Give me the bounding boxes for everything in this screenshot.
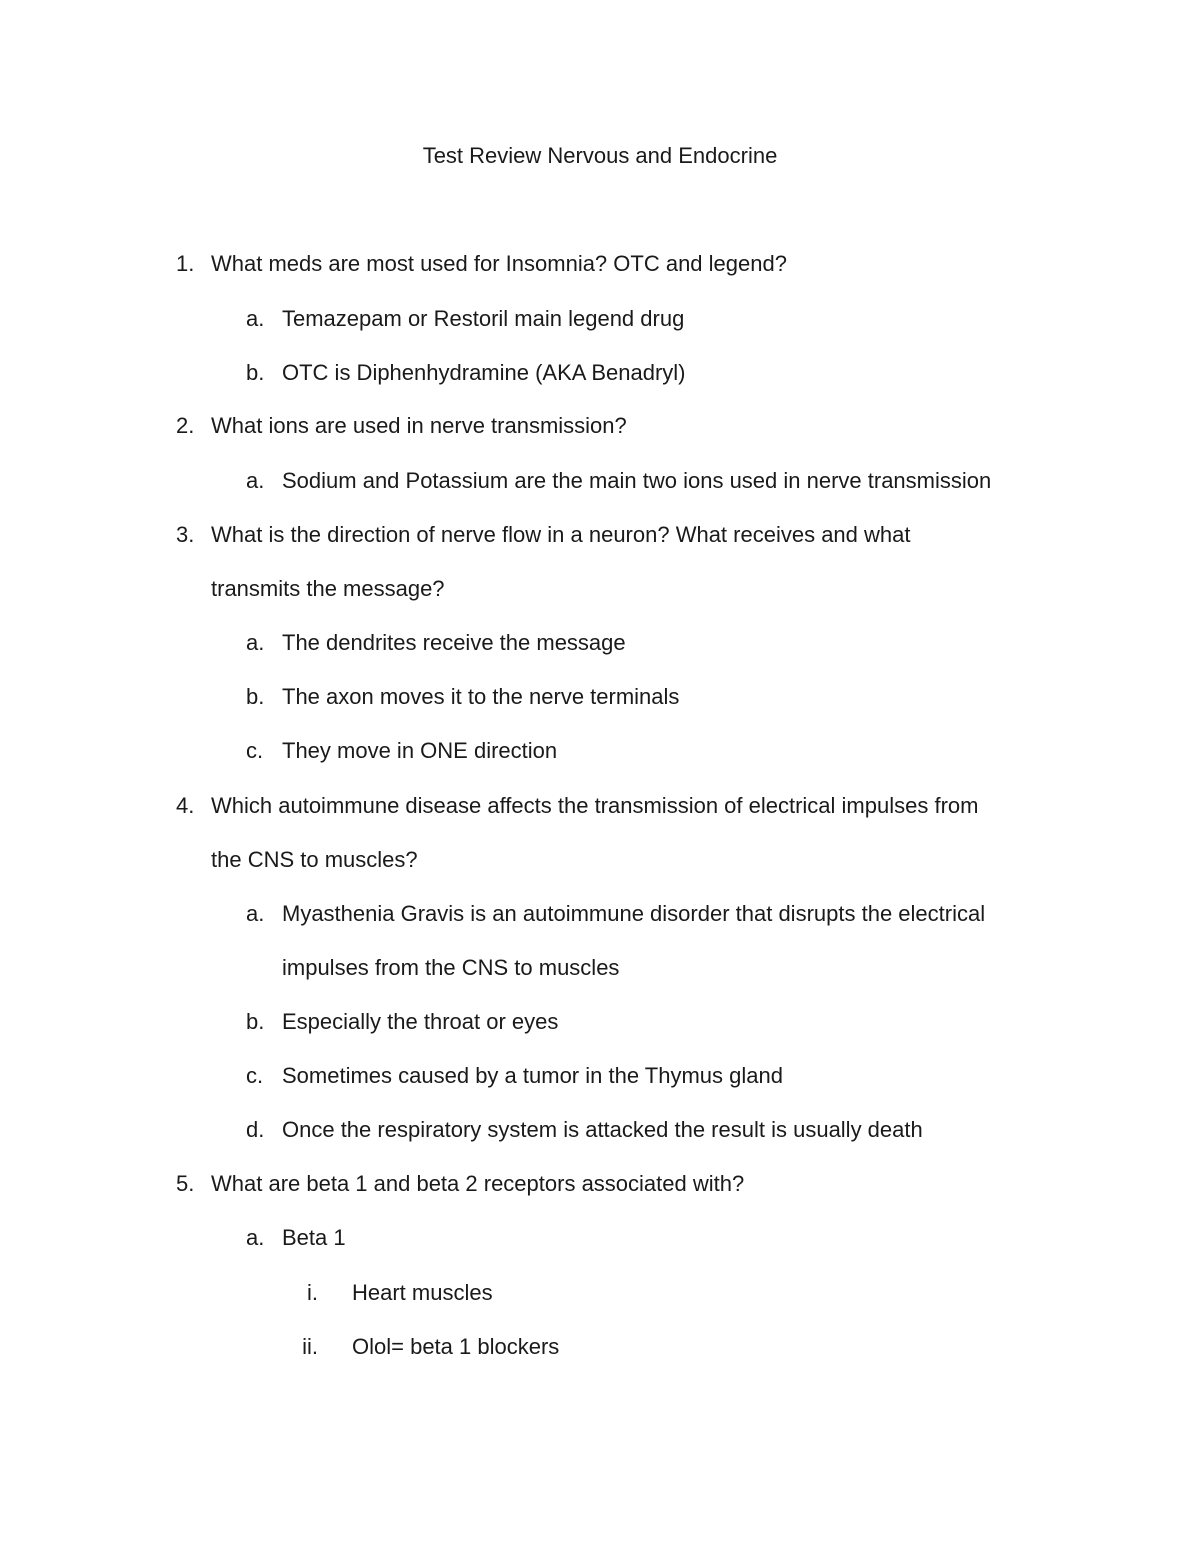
sub-item-marker: ii. bbox=[302, 1334, 318, 1359]
answer-marker: a. bbox=[246, 306, 265, 331]
question-number: 4. bbox=[176, 793, 195, 818]
question-number: 5. bbox=[176, 1171, 195, 1196]
question-number: 3. bbox=[176, 522, 195, 547]
sub-item-text: Olol= beta 1 blockers bbox=[352, 1334, 560, 1359]
answer-text: Temazepam or Restoril main legend drug bbox=[282, 306, 685, 331]
answer-marker: a. bbox=[246, 630, 265, 655]
question-number: 1. bbox=[176, 251, 195, 276]
document-title: Test Review Nervous and Endocrine bbox=[422, 143, 778, 168]
question-text: What is the direction of nerve flow in a neuron? What receives and what bbox=[211, 522, 911, 547]
answer-marker: a. bbox=[246, 468, 265, 493]
answer-text: Once the respiratory system is attacked the result is usually death bbox=[282, 1117, 923, 1142]
answer-marker: b. bbox=[246, 1009, 265, 1034]
answer-marker: d. bbox=[246, 1117, 265, 1142]
answer-text: Sometimes caused by a tumor in the Thymus gland bbox=[282, 1063, 783, 1088]
answer-marker: b. bbox=[246, 360, 265, 385]
question-text-continued: the CNS to muscles? bbox=[211, 847, 418, 872]
question-text: What meds are most used for Insomnia? OTC and legend? bbox=[211, 251, 787, 276]
answer-marker: a. bbox=[246, 901, 265, 926]
answer-text: Especially the throat or eyes bbox=[282, 1009, 559, 1034]
answer-text: Sodium and Potassium are the main two ions used in nerve transmission bbox=[282, 468, 992, 493]
answer-text: OTC is Diphenhydramine (AKA Benadryl) bbox=[282, 360, 686, 385]
question-text: What ions are used in nerve transmission? bbox=[211, 413, 627, 438]
sub-item-marker: i. bbox=[307, 1280, 318, 1305]
sub-item-text: Heart muscles bbox=[352, 1280, 493, 1305]
answer-text: Myasthenia Gravis is an autoimmune disorder that disrupts the electrical bbox=[282, 901, 986, 926]
answer-marker: a. bbox=[246, 1225, 265, 1250]
answer-text: They move in ONE direction bbox=[282, 738, 558, 763]
answer-text: The dendrites receive the message bbox=[282, 630, 626, 655]
answer-text-continued: impulses from the CNS to muscles bbox=[282, 955, 620, 980]
question-text: What are beta 1 and beta 2 receptors associated with? bbox=[211, 1171, 745, 1196]
question-number: 2. bbox=[176, 413, 195, 438]
answer-marker: c. bbox=[246, 738, 264, 763]
answer-marker: b. bbox=[246, 684, 265, 709]
answer-text: The axon moves it to the nerve terminals bbox=[282, 684, 680, 709]
answer-text: Beta 1 bbox=[282, 1225, 346, 1250]
answer-marker: c. bbox=[246, 1063, 264, 1088]
question-text: Which autoimmune disease affects the transmission of electrical impulses from bbox=[211, 793, 979, 818]
question-text-continued: transmits the message? bbox=[211, 576, 445, 601]
